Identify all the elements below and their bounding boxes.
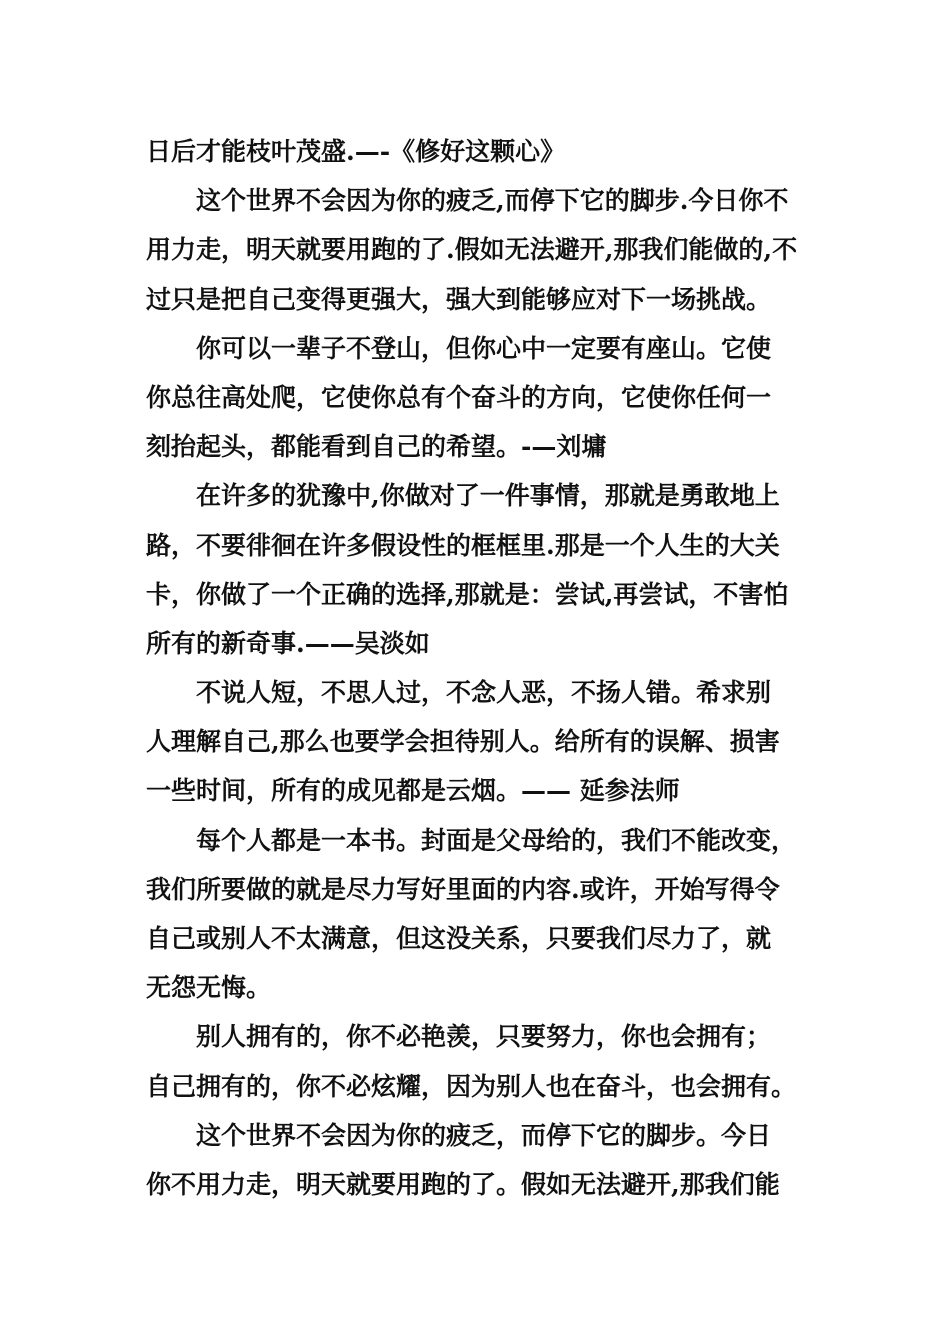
document-body — [146, 127, 810, 1209]
text-line: 不说人短，不思人过，不念人恶，不扬人错。希求别 — [196, 678, 772, 708]
text-line: 无怨无悔。 — [146, 973, 272, 1003]
text-line: 自己或别人不太满意，但这没关系，只要我们尽力了，就 — [146, 924, 772, 953]
text-line: 在许多的犹豫中,你做对了一件事情，那就是勇敢地上 — [196, 481, 780, 511]
text-line: 人理解自己,那么也要学会担待别人。给所有的误解、损害 — [146, 727, 780, 757]
text-line: 你总往高处爬，它使你总有个奋斗的方向，它使你任何一 — [146, 382, 772, 412]
text-line: 自己拥有的，你不必炫耀，因为别人也在奋斗，也会拥有。 — [146, 1071, 797, 1101]
text-line: 用力走，明天就要用跑的了.假如无法避开,那我们能做的,不 — [146, 235, 798, 265]
text-line: 你可以一辈子不登山，但你心中一定要有座山。它使 — [196, 333, 772, 363]
text-line: 卡，你做了一个正确的选择,那就是：尝试,再尝试，不害怕 — [146, 579, 789, 609]
text-line: 日后才能枝叶茂盛.—-《修好这颗心》 — [146, 137, 566, 166]
text-line: 所有的新奇事.——吴淡如 — [146, 628, 430, 658]
text-line: 别人拥有的，你不必艳羡，只要努力，你也会拥有； — [196, 1022, 772, 1052]
text-line: 每个人都是一本书。封面是父母给的，我们不能改变， — [196, 825, 797, 855]
text-line: 刻抬起头，都能看到自己的希望。-—刘墉 — [146, 432, 607, 462]
text-line: 你不用力走，明天就要用跑的了。假如无法避开,那我们能 — [146, 1169, 780, 1199]
text-line: 这个世界不会因为你的疲乏，而停下它的脚步。今日 — [196, 1120, 772, 1150]
text-line: 一些时间，所有的成见都是云烟。—— 延参法师 — [146, 776, 680, 806]
text-line: 过只是把自己变得更强大，强大到能够应对下一场挑战。 — [146, 284, 772, 314]
text-line: 这个世界不会因为你的疲乏,而停下它的脚步.今日你不 — [196, 186, 789, 216]
text-line: 我们所要做的就是尽力写好里面的内容.或许，开始写得令 — [146, 874, 780, 904]
text-line: 路，不要徘徊在许多假设性的框框里.那是一个人生的大关 — [146, 530, 780, 560]
